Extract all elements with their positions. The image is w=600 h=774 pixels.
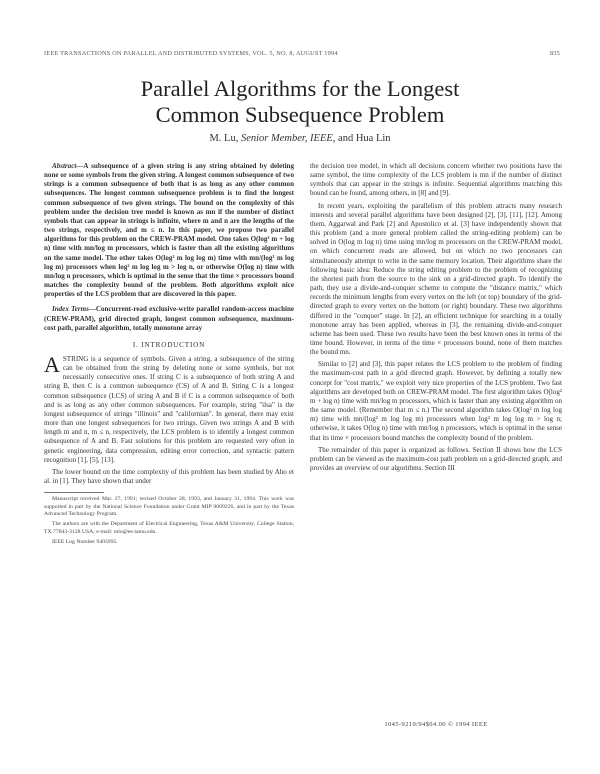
paper-title [40, 76, 560, 128]
footnote-manuscript: Manuscript received Mar. 27, 1991; revised October 28, 1993, and January 31, 1994. This work was supported in part by the National Science Foundation under Grant MIP 9009226, and in part by the Texas Advanced Technology Program. [44, 496, 294, 517]
page-number: 835 [549, 50, 560, 57]
title-line-2: Common Subsequence Problem [155, 102, 445, 127]
abstract-label: Abstract— [52, 162, 84, 170]
right-column [310, 162, 562, 473]
abstract-text: A subsequence of a given string is any string obtained by deleting none or some symbols from the given string. A longest common subsequence of two strings is a common subsequence of both that is as long as any other common subsequences. The longest common subsequence problem is to find the longest common subsequence of two given strings. The bound on the complexity of this problem under the decision tree model is known as mn if the number of distinct symbols that can appear in strings is infinite, where m and n are the lengths of the two strings, respectively, and m ≤ n. In this paper, we propose two parallel algorithms for this problem on the CREW-PRAM model. One takes O(log² m + log n) time with mn/log m processors, which is faster than all the existing algorithms on the same model. The other takes O(log² m log log m) time with mn/(log² m log log m) processors when log² m log log m > log n, or otherwise O(log n) time with mn/log n processors, which is optimal in the sense that the time × processors bound matches the complexity bound of the problem. Both algorithms exploit nice properties of the LCS problem that are discovered in this paper. [44, 162, 294, 299]
index-terms [44, 305, 294, 332]
journal-header: IEEE TRANSACTIONS ON PARALLEL AND DISTRIBUTED SYSTEMS, VOL. 5, NO. 8, AUGUST 1994 [44, 50, 338, 57]
author-2: and Hua Lin [338, 133, 391, 144]
index-terms-text: Concurrent-read exclusive-write parallel random-access machine (CREW-PRAM), grid directed graph, longest common subsequence, maximum-cost path, parallel algorithm, totally monotone array [44, 305, 294, 332]
footnote-log-number: IEEE Log Number 9403995. [52, 539, 118, 546]
author-line [40, 133, 560, 144]
body-paragraph-2: In recent years, exploiting the parallelism of this problem attracts many research interests and several parallel algorithms have been designed [2], [3], [11], [12]. Among them, Aggarwal and Park [2] and Apostolico et al. [3] have independently shown that this problem (and a more general problem called the string-editing problem) can be solved in O(log m log n) time using mn/log m processors on the CREW-PRAM model, on which concurrent reads are allowed, but on which no two processors can simultaneously attempt to write in the same memory location. Their algorithms share the following basic idea: Reduce the string editing problem to the problem of recognizing the shortest path from the source to the sink on a grid-directed graph. To identify the path, they use a divide-and-conquer scheme to compute the "distance matrix," which records the minimum lengths from every vertex on the left (or top) boundary of the grid-directed graph to every vertex on the bottom (or right) boundary. These two algorithms differed in the "conquer" stage. In [2], an efficient technique for searching in a totally monotone array has been applied, whereas in [3], the remaining divide-and-conquer scheme has been used. These two results have been the best known ones in terms of the time bound. However, in terms of the time × processors bound, none of them matches the bound mn. [310, 201, 562, 357]
intro-paragraph-2: The lower bound on the time complexity of this problem has been studied by Aho et al. in [1]. They have shown that under [44, 467, 294, 485]
body-paragraph-4: The remainder of this paper is organized as follows. Section II shows how the LCS problem can be viewed as the maximum-cost path problem on a grid-directed graph, and provides an overview of our algorithms. Section III [310, 445, 562, 472]
footnote-affiliation: The authors are with the Department of Electrical Engineering, Texas A&M University, College Station, TX 77843-3128 USA; e-mail: mlu@ee.tamu.edu. [44, 521, 294, 535]
section-heading-introduction: I. INTRODUCTION [132, 340, 206, 349]
intro-paragraph-1 [44, 351, 294, 465]
copyright-footer: 1045-9219/94$04.00 © 1994 IEEE [384, 721, 488, 728]
abstract [44, 162, 294, 299]
drop-cap: A [44, 351, 60, 377]
author-1: M. Lu, [209, 133, 239, 144]
author-1-affiliation: Senior Member, IEEE, [240, 133, 336, 144]
footnote-rule [44, 492, 104, 493]
title-line-1: Parallel Algorithms for the Longest [140, 76, 460, 101]
running-head [44, 50, 560, 64]
left-column [44, 162, 294, 547]
body-paragraph-1: the decision tree model, in which all decisions concern whether two positions have the same symbol, the time complexity of the LCS problem is mn if the number of distinct symbols that can appear in the strings is infinite. Sequential algorithms matching this bound can be found, among others, in [8] and [9]. [310, 162, 562, 198]
intro-paragraph-1-text: STRING is a sequence of symbols. Given a string, a subsequence of the string can be obtained from the string by deleting none or some symbols, but not necessarily consecutive ones. If string C is a subsequence of both string A and string B, then C is a common subsequence (CS) of A and B. String C is a longest common subsequence (LCS) of string A and B if C is a common subsequence of both and is as long as any other common subsequences. For example, string "ilsa" is the longest subsequence of strings "illinois" and "californian". In general, there may exist more than one longest subsequences for two strings. Given two strings A and B with length m and n, m ≤ n, respectively, the LCS problem is to identify a longest common subsequence of A and B. Fast solutions for this problem are requested very often in genetic engineering, data compression, editing error correction, and syntactic pattern recognition [1], [5], [13]. [44, 354, 294, 464]
body-paragraph-3: Similar to [2] and [3], this paper relates the LCS problem to the problem of finding the maximum-cost path in a grid directed graph. However, by defining a totally new concept for "cost matrix," we exploit very nice properties of the LCS problem. Two fast algorithms are developed both on CREW-PRAM model. The first algorithm takes O(log² m + log n) time with mn/log m processors, which is faster than any existing algorithm on the same model. (Remember that m ≤ n.) The second algorithm takes O(log² m log log m) time with mn/(log² m log log m) processors when log² m log log m > log n; otherwise, it takes O(log n) time with mn/log n processors, which is optimal in the sense that its time × processors bound matches the complexity bound of the problem. [310, 360, 562, 442]
index-terms-label: Index Terms— [52, 305, 96, 314]
